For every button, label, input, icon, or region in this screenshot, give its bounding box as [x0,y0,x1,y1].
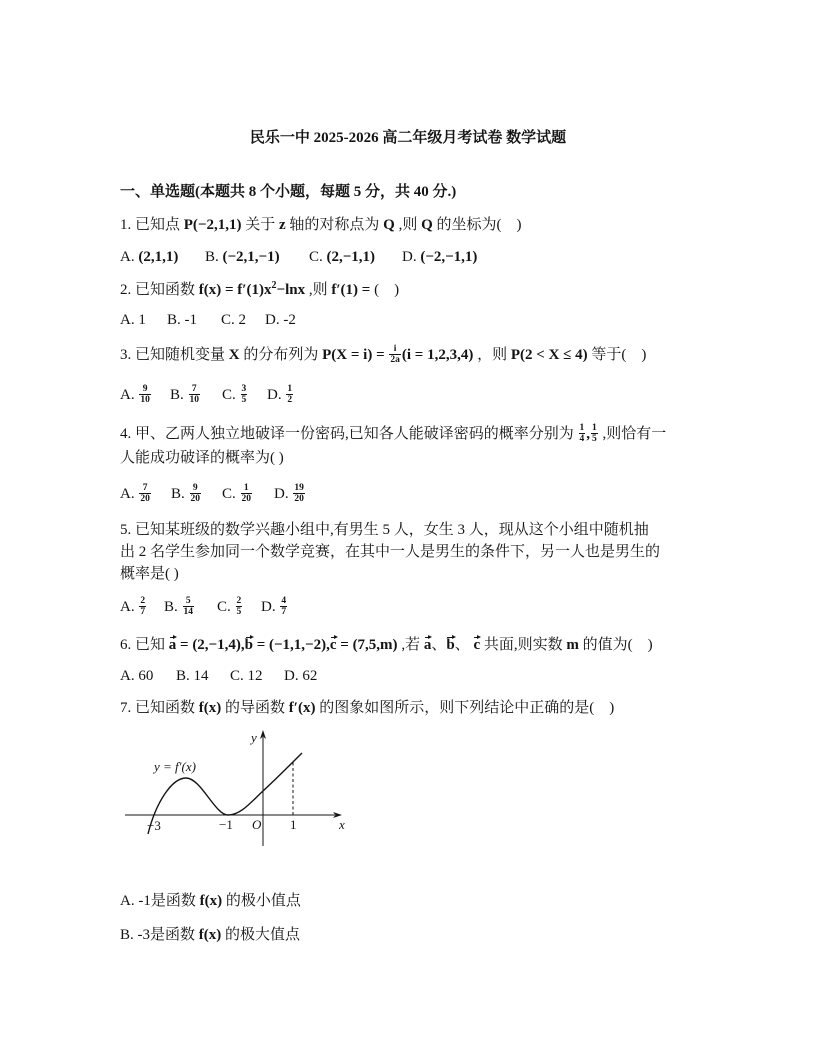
q1-option-d [402,247,477,267]
math-expression: = (7,5,m) [336,637,398,653]
option-label: A. [120,249,139,265]
question-text: 4. 甲、乙两人独立地破译一份密码,已知各人能破译密码的概率分别为 [120,426,578,442]
question-3-stem [120,345,646,365]
q3-option-b [170,385,201,406]
math-expression: X [228,347,240,363]
fraction [293,483,305,504]
question-text: 7. 已知函数 [120,700,199,716]
question-text: 、 [454,637,474,653]
question-text: 关于 [241,217,279,233]
option-label: D. [267,387,286,403]
option-label: D. [284,668,303,684]
option-value: 1 [138,312,146,328]
option-label: C. [230,668,248,684]
math-expression: P(2 < X ≤ 4) [510,347,588,363]
q6-option-d [284,666,317,686]
option-value: (2,1,1) [138,249,179,265]
fraction-numerator: 2 [140,596,146,607]
q2-option-d [265,310,296,330]
math-expression: f′(1) = [331,282,375,298]
x-axis-label: x [339,817,345,832]
fraction [280,596,287,617]
q5-option-a [120,597,147,618]
fraction [591,423,598,444]
option-label: A. [120,486,139,502]
question-text: 的坐标为( ) [432,217,522,233]
option-label: B. [164,599,182,615]
fraction [236,596,243,617]
q2-option-c [221,310,246,330]
q2-option-a [120,310,146,330]
q1-option-a [120,247,178,267]
question-4-stem-line-2: 人能成功破译的概率为( ) [120,450,284,466]
math-expression: = (2,−1,4), [176,637,245,653]
q4-option-c [222,484,253,505]
question-text: ,则 [394,217,422,233]
fraction-denominator: 5 [592,434,597,445]
q4-option-a [120,484,152,505]
math-expression: −lnx [276,282,306,298]
q6-option-c [230,666,263,686]
question-2-stem [120,280,399,300]
question-4-stem-line-1 [120,424,666,444]
question-2-options [120,310,720,330]
fraction [190,483,202,504]
fraction-denominator: 7 [140,607,146,618]
question-1-stem [120,215,522,235]
math-expression: f(x) = f′(1)x [198,282,272,298]
math-expression: Q [383,217,395,233]
option-label: C. [222,387,240,403]
fraction-denominator: 20 [241,494,252,505]
fraction-numerator: 2 [236,596,242,607]
fraction [286,384,293,405]
math-expression: P(X = i) = [322,347,389,363]
option-label: D. [402,249,421,265]
fraction-denominator: 10 [189,395,200,406]
fraction-numerator: 7 [142,483,148,494]
y-axis-label: y [251,730,257,745]
fraction-denominator: 5 [236,607,242,618]
fraction-numerator: 1 [287,384,293,395]
math-expression: = (−1,1,−2), [252,637,330,653]
option-label: A. [120,668,139,684]
exam-title: 民乐一中 2025-2026 高二年级月考试卷 数学试题 [249,130,567,146]
fraction-denominator: 10 [140,395,150,406]
question-text: 的导函数 [221,700,289,716]
derivative-graph-figure [120,728,360,850]
question-3-options [120,385,720,405]
question-1-options [120,247,720,267]
question-text: 、 [431,637,447,653]
question-text: 1. 已知点 [120,217,184,233]
q6-option-b [176,666,209,686]
question-5-stem-line-2: 出 2 名学生参加同一个数学竞赛，在其中一人是男生的条件下，另一人也是男生的 [120,544,661,560]
math-expression: z [278,217,286,233]
q6-option-a [120,666,153,686]
question-text: 的图象如图所示，则下列结论中正确的是( ) [315,700,615,716]
q1-option-c [309,247,375,267]
option-label: B. [171,486,189,502]
fraction [139,596,146,617]
question-text: ，则 [473,347,511,363]
math-expression: m [566,637,579,653]
option-label: A. [120,387,139,403]
fraction [579,423,586,444]
vector-b: b [446,637,455,653]
q5-option-d [261,597,288,618]
math-expression: (i = 1,2,3,4) [401,347,474,363]
option-value: 60 [138,668,154,684]
question-text: B. -3是函数 [120,927,199,943]
fraction-numerator: 9 [142,384,148,395]
fraction-numerator: 3 [241,384,247,395]
fraction-numerator: 5 [185,596,191,607]
option-label: A. [120,312,139,328]
q3-option-d [267,385,294,406]
question-text: ,则 [305,282,332,298]
question-text: ( ) [374,282,400,298]
fraction [189,384,201,405]
option-value: 62 [302,668,318,684]
math-expression: f(x) [198,700,222,716]
q3-option-c [222,385,248,406]
math-expression: f(x) [198,927,222,943]
fraction-denominator: 14 [183,607,194,618]
question-4-options [120,484,720,504]
fraction [139,483,151,504]
fraction-denominator: 20 [140,494,150,505]
origin-label: O [252,817,262,832]
option-value: (2,−1,1) [326,249,376,265]
option-value: (−2,1,−1) [222,249,280,265]
q4-option-d [274,484,306,505]
q4-option-b [171,484,202,505]
math-expression: P(−2,1,1) [183,217,242,233]
fraction-denominator: 7 [281,607,287,618]
fraction [241,483,253,504]
vector-a: a [168,637,177,653]
question-text: 的极小值点 [222,893,301,909]
tick-label-neg-3: −3 [147,818,161,833]
fraction-numerator: i [393,344,397,355]
question-text: 2. 已知函数 [120,282,199,298]
q3-option-a [120,385,152,406]
option-label: C. [309,249,327,265]
question-text: 6. 已知 [120,637,169,653]
option-label: D. [265,312,284,328]
fraction-numerator: 7 [191,384,197,395]
option-label: C. [222,486,240,502]
option-value: 2 [238,312,247,328]
option-value: -1 [184,312,198,328]
question-text: 共面,则实数 [480,637,567,653]
q5-option-b [164,597,195,618]
fraction [183,596,195,617]
question-text: 轴的对称点为 [285,217,384,233]
math-separator: , [586,426,591,442]
fraction-denominator: 2 [287,395,293,406]
question-text: A. -1是函数 [120,893,200,909]
question-6-options [120,666,720,686]
fraction-denominator: 2a [390,355,400,366]
option-value: 14 [193,668,209,684]
question-5-options [120,597,720,617]
tick-label-1: 1 [290,817,297,832]
exponent: 2 [271,280,277,291]
vector-c: c [473,637,481,653]
q1-option-b [205,247,280,267]
fraction-denominator: 5 [241,395,247,406]
math-expression: f′(x) [288,700,316,716]
question-text: ,则恰有一 [598,426,667,442]
fraction-numerator: 1 [243,483,249,494]
option-label: D. [274,486,293,502]
option-label: C. [221,312,239,328]
fraction [139,384,151,405]
fraction-numerator: 1 [579,423,585,434]
option-value: (−2,−1,1) [420,249,478,265]
tick-label-neg-1: −1 [219,817,233,832]
question-6-stem [120,635,653,655]
option-label: B. [205,249,223,265]
question-5-stem-line-3: 概率是( ) [120,566,179,582]
question-text: 的分布列为 [239,347,323,363]
fraction-denominator: 20 [294,494,304,505]
question-text: 的极大值点 [221,927,301,943]
fraction [389,344,401,365]
q2-option-b [167,310,197,330]
vector-b: b [244,637,253,653]
option-label: D. [261,599,280,615]
fraction-numerator: 1 [592,423,597,434]
option-label: C. [217,599,235,615]
option-label: A. [120,599,139,615]
fraction-numerator: 19 [294,483,304,494]
fraction-denominator: 4 [579,434,585,445]
fraction-numerator: 9 [192,483,198,494]
option-label: B. [167,312,185,328]
vector-a: a [423,637,432,653]
question-text: 等于( ) [587,347,647,363]
section-heading: 一、单选题(本题共 8 个小题，每题 5 分，共 40 分.) [120,184,457,200]
fraction-denominator: 20 [190,494,201,505]
q5-option-c [217,597,243,618]
question-7-stem [120,698,614,718]
fraction [241,384,248,405]
curve-label: y = f′(x) [154,759,196,774]
math-expression: Q [421,217,433,233]
question-text: 的值为( ) [578,637,653,653]
question-text: ,若 [397,637,424,653]
fraction-numerator: 4 [281,596,287,607]
question-5-stem-line-1: 5. 已知某班级的数学兴趣小组中,有男生 5 人，女生 3 人，现从这个小组中随机抽 [120,522,649,538]
option-label: B. [170,387,188,403]
q7-option-a [120,891,301,911]
option-value: -2 [283,312,296,328]
q7-option-b [120,925,300,945]
math-expression: f(x) [199,893,223,909]
option-value: 12 [247,668,263,684]
vector-c: c [329,637,337,653]
question-text: 3. 已知随机变量 [120,347,229,363]
option-label: B. [176,668,194,684]
